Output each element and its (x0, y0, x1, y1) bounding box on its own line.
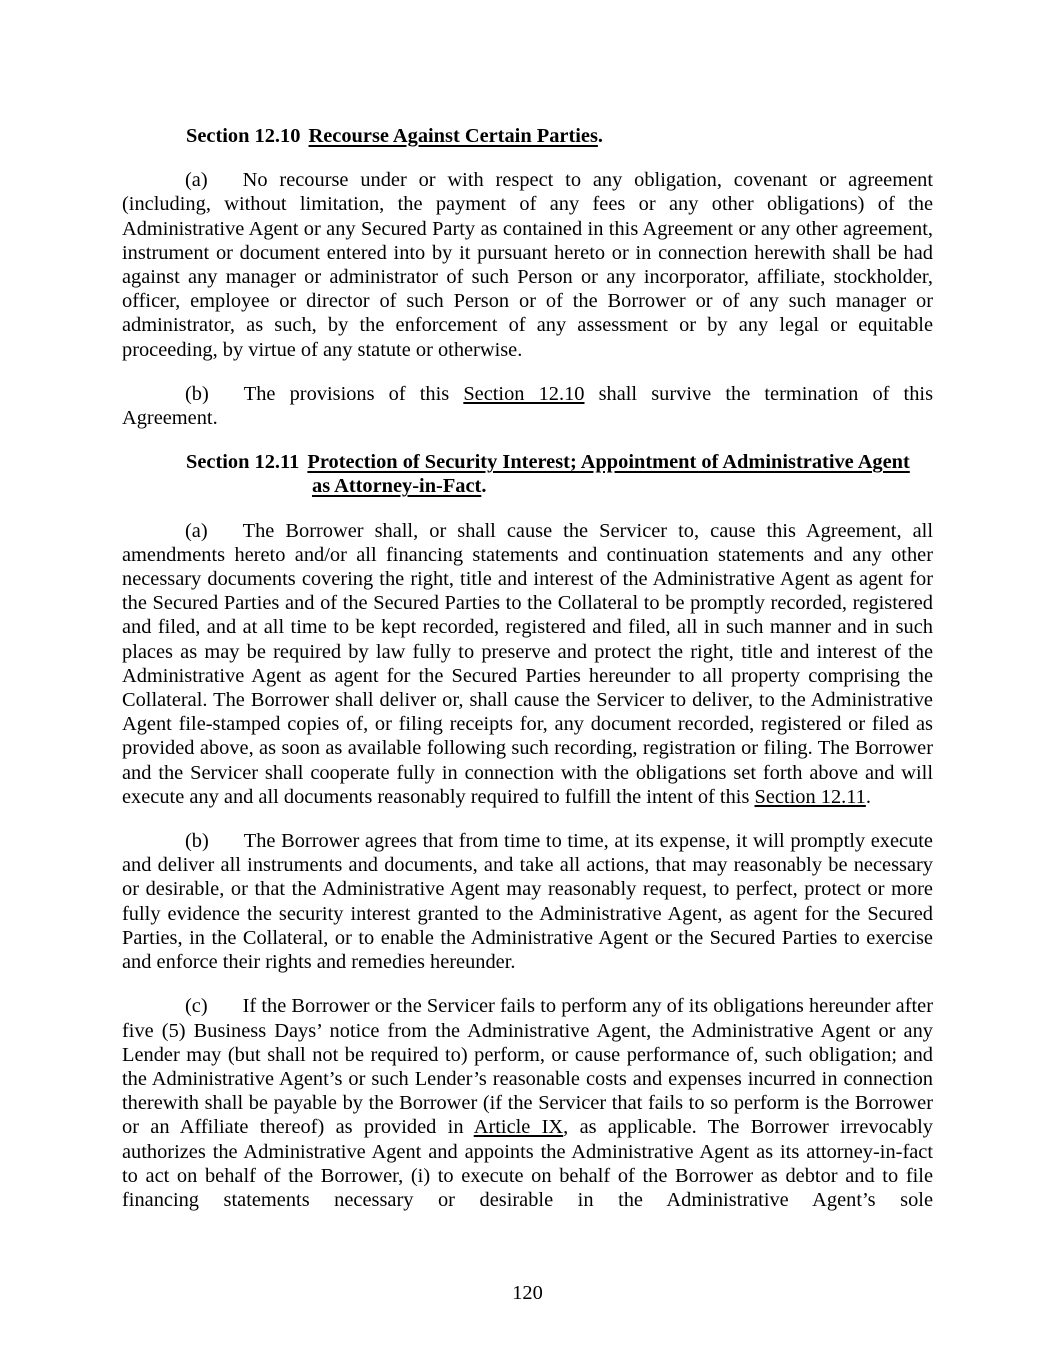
section-title-text: as Attorney-in-Fact (312, 475, 482, 498)
page-number: 120 (512, 1282, 543, 1304)
paragraph-label: (a) (185, 169, 208, 192)
text-segment: The provisions of this (243, 382, 464, 405)
cross-reference: Article IX (473, 1116, 564, 1139)
text-segment: If the Borrower or the Servicer fails to perform any of its obligations hereunder after five (5) Business Days’ notice from the Administrative Agent, the Administrative Agent or any Lender may (but shall not be required to) perform, or cause performance of, such obligation; and the Administrative Agent’s or such Lender’s reasonable costs and expenses incurred in connection therewith shall be payable by the Borrower (if the Servicer that fails to so perform is the Borrower or an Affiliate thereof) as provided in (122, 995, 933, 1139)
paragraph (122, 168, 933, 362)
section-title-text: Protection of Security Interest; Appointment of Administrative Agent (307, 451, 910, 474)
text-segment: . (865, 785, 871, 808)
paragraph (122, 382, 933, 430)
paragraph (122, 519, 933, 809)
section-heading (122, 450, 933, 498)
text-segment: No recourse under or with respect to any obligation, covenant or agreement (including, without limitation, the payment of any fees or any other obligations) of the Administrative Agent or any Secured Party as contained in this Agreement or any other agreement, instrument or document entered into by it pursuant hereto or in connection herewith shall be had against any manager or administrator of such Person or any incorporator, affiliate, stockholder, officer, employee or director of such Person or of the Borrower or of any such manager or administrator, as such, by the enforcement of any assessment or by any legal or equitable proceeding, by virtue of any statute or otherwise. (122, 169, 933, 361)
text-segment: The Borrower agrees that from time to time, at its expense, it will promptly execute and deliver all instruments and documents, and take all actions, that may reasonably be necessary or desirable, or that the Administrative Agent may reasonably request, to perfect, protect or more fully evidence the security interest granted to the Administrative Agent, as agent for the Secured Parties, in the Collateral, or to enable the Administrative Agent or the Secured Parties to exercise and enforce their rights and remedies hereunder. (122, 830, 933, 974)
text-segment: shall survive the termination of this Agreement. (122, 382, 934, 430)
document-content (122, 124, 933, 1212)
section-number-label: Section 12.10 (186, 125, 301, 147)
paragraph-label: (b) (185, 382, 209, 405)
paragraph-label: (b) (185, 830, 209, 853)
cross-reference: Section 12.11 (754, 785, 866, 808)
section-heading (122, 124, 933, 148)
paragraph-label: (a) (185, 519, 208, 542)
paragraph-label: (c) (185, 995, 208, 1018)
paragraph (122, 829, 933, 974)
text-segment: The Borrower shall, or shall cause the Servicer to, cause this Agreement, all amendments hereto and/or all financing statements and continuation statements and any other necessary documents covering the right, title and interest of the Administrative Agent as agent for the Secured Parties and of the Secured Parties to the Collateral to be promptly recorded, registered and filed, and at all time to be kept recorded, registered and filed, all in such manner and in such places as may be required by law fully to preserve and protect the right, title and interest of the Administrative Agent as agent for the Secured Parties hereunder to all property comprising the Collateral. The Borrower shall deliver or, shall cause the Servicer to deliver, to the Administrative Agent file-stamped copies of, or filing receipts for, any document recorded, registered or filed as provided above, as soon as available following such recording, registration or filing. The Borrower and the Servicer shall cooperate fully in connection with the obligations set forth above and will execute any and all documents reasonably required to fulfill the intent of this (122, 519, 933, 808)
section-title (309, 125, 603, 147)
section-title-text: Recourse Against Certain Parties (308, 125, 598, 147)
section-title-period: . (481, 475, 487, 498)
text-segment: , as applicable. The Borrower irrevocably authorizes the Administrative Agent and appoints the Administrative Agent as its attorney-in-fact to act on behalf of the Borrower, (i) to execute on behalf of the Borrower as debtor and to file financing statements necessary or desirable in the Administrative Agent’s sole (122, 1116, 934, 1211)
section-title (307, 451, 909, 497)
section-title-period: . (597, 125, 604, 147)
section-number-label: Section 12.11 (186, 451, 300, 474)
cross-reference: Section 12.10 (463, 382, 585, 405)
paragraph (122, 994, 933, 1212)
